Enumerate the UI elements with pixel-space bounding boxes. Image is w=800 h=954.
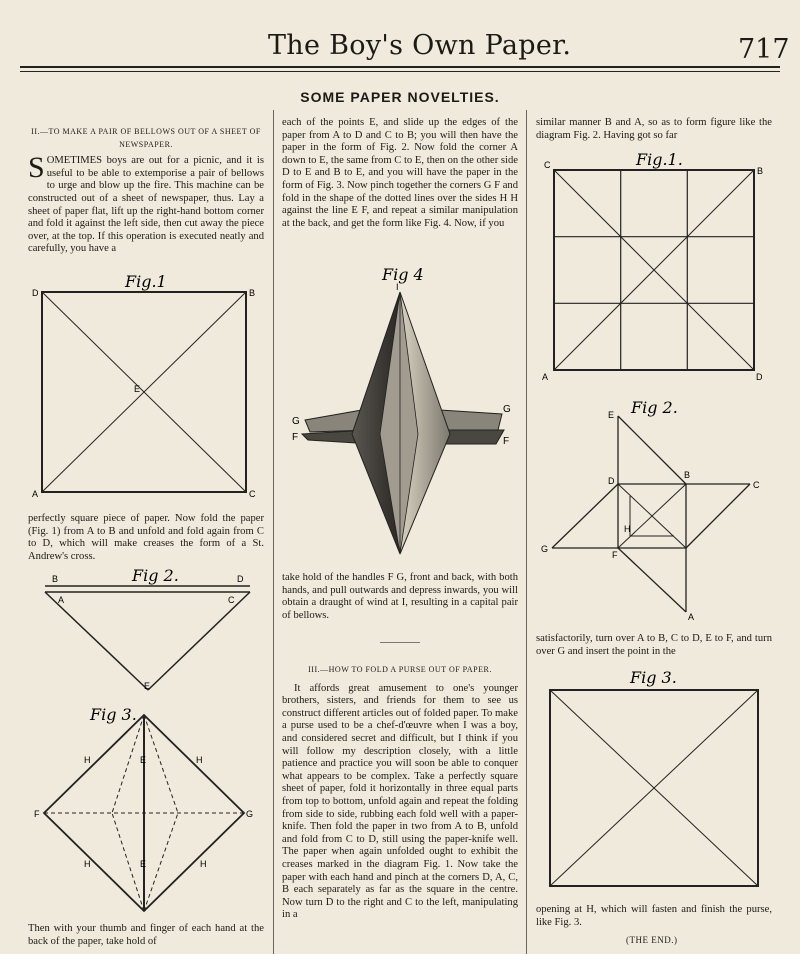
point-label: A	[688, 612, 695, 622]
fold-edge	[618, 416, 686, 484]
fig-label: Fig 3.	[90, 705, 137, 724]
column-3-top	[536, 117, 772, 142]
point-label: G	[292, 416, 300, 427]
masthead-title: The Boy's Own Paper.	[268, 30, 572, 61]
masthead-rule-thin	[20, 71, 780, 72]
point-label: D	[756, 372, 763, 382]
fig-label: Fig.1.	[636, 150, 683, 169]
point-label: D	[32, 288, 39, 298]
column-1-mid	[28, 513, 264, 563]
point-label: B	[52, 574, 59, 584]
purse-fig2	[538, 396, 770, 628]
point-label: F	[503, 436, 510, 447]
triangle-edge	[45, 592, 151, 691]
point-label: H	[200, 859, 207, 869]
paragraph: each of the points E, and slide up the edges of the paper from A to D and C to B; you will then have the paper in the form of Fig. 2. Now fold the corner A down to E, the same from C to E, then on the other side D to E and B to E, and you will have the paper in the form of Fig. 3. Now pinch together the corners G F and fold in the shape of the dotted lines over the sides H H against the line E F, and repeat a similar manipulation at the back, and get the form like Fig. 4. Now, if you	[282, 117, 518, 229]
point-label: H	[84, 755, 91, 765]
intro-text: OMETIMES boys are out for a picnic, and it is useful to be able to extemporise a pair of bellows to urge and blow up the fire. This machine can be constructed out of a sheet of newspaper, thus. Lay a sheet of paper flat, lift up the right-hand bottom corner and fold it against the left side, then cut away the piece over, at the top. If this operation is executed neatly and carefully, you have a	[28, 155, 264, 255]
masthead	[0, 0, 800, 78]
point-label: A	[542, 372, 549, 382]
purse-fig1	[538, 148, 770, 386]
fold-edge	[686, 484, 750, 548]
bellows-fig1	[30, 268, 265, 500]
point-label: E	[144, 681, 151, 691]
column-divider	[526, 110, 527, 954]
column-2-mid	[282, 572, 518, 622]
section-title-purse: III.—HOW TO FOLD A PURSE OUT OF PAPER.	[308, 665, 492, 674]
paragraph: Then with your thumb and finger of each hand at the back of the paper, take hold of	[28, 923, 264, 947]
column-3-mid	[536, 633, 772, 658]
purse-fig3	[538, 664, 770, 894]
end-note: (THE END.)	[626, 935, 678, 945]
point-label: G	[246, 809, 254, 819]
point-label: F	[612, 550, 618, 560]
point-label: B	[684, 470, 691, 480]
point-label: H	[624, 524, 631, 534]
paragraph: take hold of the handles F G, front and back, with both hands, and pull outwards and depress inwards, you will obtain a draught of wind at I, resulting in a capital pair of bellows.	[282, 572, 518, 621]
point-label: I	[396, 282, 399, 292]
point-label: E	[134, 384, 141, 394]
point-label: G	[541, 544, 549, 554]
point-label: F	[292, 432, 299, 443]
dotted-line	[144, 715, 178, 813]
point-label: H	[84, 859, 91, 869]
paragraph	[28, 151, 264, 256]
point-label: C	[228, 595, 235, 605]
column-1-bottom	[28, 923, 264, 948]
point-label: E	[140, 859, 147, 869]
point-label: B	[757, 166, 764, 176]
point-label: H	[196, 755, 203, 765]
point-label: E	[140, 755, 147, 765]
point-label: B	[249, 288, 256, 298]
paragraph: satisfactorily, turn over A to B, C to D, E to F, and turn over G and insert the point in the	[536, 633, 772, 657]
point-label: E	[608, 410, 615, 420]
paragraph: similar manner B and A, so as to form figure like the diagram Fig. 2. Having got so far	[536, 117, 772, 141]
dotted-line	[144, 813, 178, 911]
fold-edge	[618, 548, 686, 612]
column-2-bottom	[282, 664, 518, 922]
paragraph: opening at H, which will fasten and finish the purse, like Fig. 3.	[536, 904, 772, 928]
point-label: C	[249, 489, 256, 499]
point-label: A	[58, 595, 65, 605]
column-divider	[273, 110, 274, 954]
fig-label: Fig 2.	[132, 566, 179, 585]
section-separator	[380, 642, 420, 643]
bellows-fig2	[40, 566, 255, 696]
masthead-rule	[20, 66, 780, 68]
page-number: 717	[738, 34, 790, 65]
article-heading: SOME PAPER NOVELTIES.	[300, 89, 500, 105]
fig-label: Fig.1	[125, 272, 167, 291]
paragraph: perfectly square piece of paper. Now fold the paper (Fig. 1) from A to B and unfold and fold again from C to D, which will make creases the form of a St. Andrew's cross.	[28, 513, 264, 562]
bellows-fig4	[290, 262, 515, 560]
fig-label: Fig 4	[382, 265, 424, 284]
point-label: C	[753, 480, 760, 490]
point-label: D	[608, 476, 615, 486]
column-1-top	[28, 126, 264, 256]
point-label: A	[32, 489, 39, 499]
point-label: F	[34, 809, 40, 819]
paragraph: It affords great amusement to one's younger brothers, sisters, and friends for them to see us construct different articles out of folded paper. To make a purse used to be a chef-d'œuvre when I was a boy, and considered secret and difficult, but I think if you will follow my description closely, with a little patience and practice you will soon be able to conquer what appears to be complex. Take a perfectly square sheet of paper, fold it horizontally in three equal parts from top to bottom, unfold again and repeat the folding from side to side, rubbing each fold well with a paper-knife. Then fold the paper in two from A to B, unfold and fold from C to D, still using the paper-knife well. The paper when again unfolded ought to exhibit the creases marked in the diagram Fig. 1. Now take the paper with each hand and pinch at the corners D, A, C, B each separately as far as the square in the centre. Now turn D to the right and C to the left, manipulating in a	[282, 682, 518, 921]
fold-edge	[552, 484, 618, 548]
fig-label: Fig 3.	[630, 668, 677, 687]
triangle-edge	[148, 592, 250, 690]
fig-label: Fig 2.	[631, 398, 678, 417]
point-label: C	[544, 160, 551, 170]
point-label: D	[237, 574, 244, 584]
bellows-fig3	[32, 703, 264, 915]
section-title-bellows: II.—TO MAKE A PAIR OF BELLOWS OUT OF A SHEET OF NEWSPAPER.	[31, 127, 261, 149]
point-label: G	[503, 404, 511, 415]
column-3-bottom	[536, 904, 772, 929]
column-2-top	[282, 117, 518, 230]
drop-cap: S	[28, 151, 45, 185]
